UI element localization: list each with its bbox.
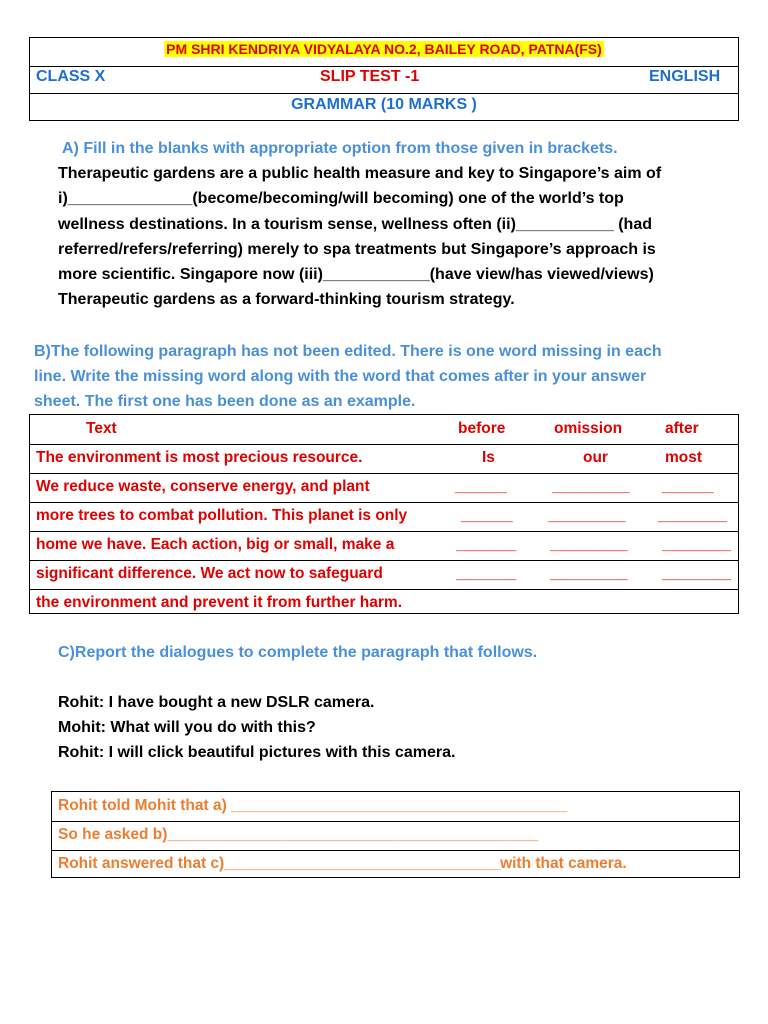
answer-line-a: Rohit told Mohit that a) _______________________________________: [58, 797, 568, 814]
class-label: CLASS X: [36, 68, 106, 85]
table-header-row: [30, 415, 738, 445]
table-row: [30, 560, 738, 590]
header-table: [29, 37, 739, 121]
row-omission: _________: [550, 565, 628, 582]
header-row-school: [30, 38, 738, 67]
row-omission: _________: [548, 507, 626, 524]
row-after: ________: [662, 565, 731, 582]
subject-label: ENGLISH: [649, 68, 721, 85]
section-b-heading: line. Write the missing word along with the word that comes after in your answer: [34, 368, 647, 385]
grammar-marks: GRAMMAR (10 MARKS ): [291, 96, 477, 113]
answer-line-b: So he asked b)___________________________________________: [58, 826, 539, 843]
answer-line-c: Rohit answered that c)________________________________with that camera.: [58, 855, 627, 872]
column-header-omission: omission: [554, 420, 623, 437]
section-b-heading: B)The following paragraph has not been edited. There is one word missing in each: [34, 343, 662, 360]
dialogue-line: Rohit: I will click beautiful pictures with this camera.: [58, 744, 456, 761]
school-name: PM SHRI KENDRIYA VIDYALAYA NO.2, BAILEY ROAD, PATNA(FS): [166, 41, 602, 57]
answer-row: [52, 821, 739, 851]
row-text: the environment and prevent it from further harm.: [36, 594, 403, 611]
section-a-line: i)______________(become/becoming/will becoming) one of the world’s top: [58, 190, 624, 207]
section-a-heading: A) Fill in the blanks with appropriate option from those given in brackets.: [62, 140, 618, 157]
section-a-line: referred/refers/referring) merely to spa treatments but Singapore’s approach is: [58, 241, 656, 258]
row-before: ______: [461, 507, 513, 524]
column-header-before: before: [458, 420, 506, 437]
row-before: Is: [482, 449, 495, 466]
dialogue-line: Mohit: What will you do with this?: [58, 719, 316, 736]
row-text: We reduce waste, conserve energy, and plant: [36, 478, 370, 495]
answer-row: [52, 850, 739, 877]
header-row-grammar: [30, 93, 738, 121]
row-before: _______: [456, 565, 517, 582]
row-text: home we have. Each action, big or small, make a: [36, 536, 395, 553]
section-b-heading: sheet. The first one has been done as an example.: [34, 393, 416, 410]
row-after: ______: [662, 478, 714, 495]
table-row: [30, 473, 738, 503]
column-header-after: after: [665, 420, 699, 437]
header-row-class: [30, 66, 738, 94]
editing-table: [29, 414, 739, 614]
row-after: most: [665, 449, 703, 466]
table-row: [30, 502, 738, 532]
section-a-line: wellness destinations. In a tourism sense, wellness often (ii)___________ (had: [58, 216, 652, 233]
row-after: ________: [658, 507, 727, 524]
section-a-line: more scientific. Singapore now (iii)____________(have view/has viewed/views): [58, 266, 654, 283]
reported-speech-table: [51, 791, 740, 878]
column-header-text: Text: [86, 420, 117, 437]
section-a-line: Therapeutic gardens are a public health measure and key to Singapore’s aim of: [58, 165, 662, 182]
row-after: ________: [662, 536, 731, 553]
test-label: SLIP TEST -1: [320, 68, 420, 85]
row-text: more trees to combat pollution. This planet is only: [36, 507, 408, 524]
row-omission: _________: [552, 478, 630, 495]
row-text: The environment is most precious resource.: [36, 449, 363, 466]
section-c-heading: C)Report the dialogues to complete the paragraph that follows.: [58, 644, 538, 661]
table-row: [30, 531, 738, 561]
table-row: [30, 444, 738, 474]
row-omission: _________: [550, 536, 628, 553]
dialogue-line: Rohit: I have bought a new DSLR camera.: [58, 694, 375, 711]
row-omission: our: [583, 449, 608, 466]
answer-row: [52, 792, 739, 822]
row-text: significant difference. We act now to safeguard: [36, 565, 383, 582]
row-before: _______: [456, 536, 517, 553]
row-before: ______: [455, 478, 507, 495]
section-a-line: Therapeutic gardens as a forward-thinking tourism strategy.: [58, 291, 515, 308]
table-row: [30, 589, 738, 615]
